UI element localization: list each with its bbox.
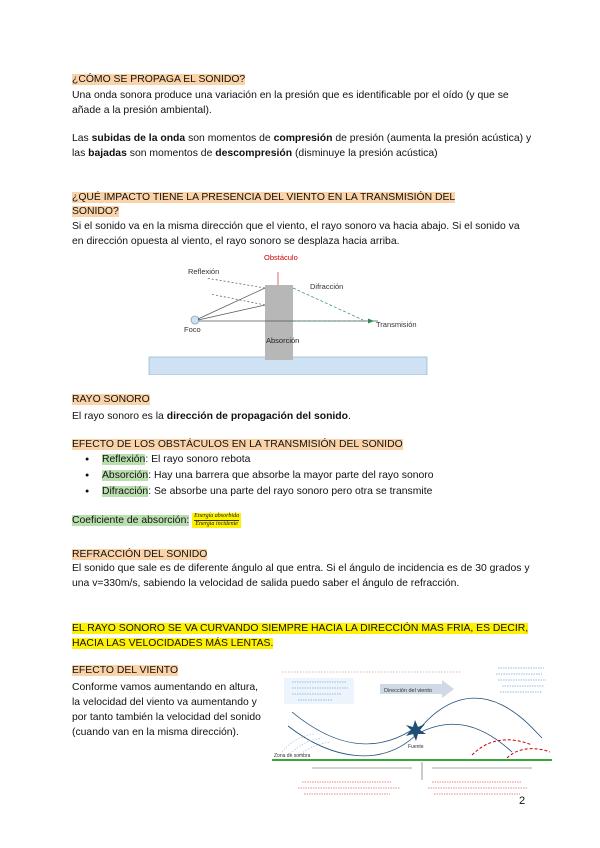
absorption-label: Absorción bbox=[266, 336, 300, 345]
wind-effect-diagram bbox=[272, 660, 552, 805]
list-item-reflection: ● Reflexión: El rayo sonoro rebota bbox=[72, 452, 542, 468]
absorption-fraction: $\frac{\text{Energía absorbida}}{\text{Energía incidente}}$ bbox=[194, 512, 240, 527]
diffraction-label: Difracción bbox=[310, 282, 344, 291]
refraction-paragraph: El sonido que sale es de diferente ángulo al que entra. Si el ángulo de incidencia es de 30 grados y una v=330m/s, sabiendo la velocidad de salida puedo saber el ángulo de refracción. bbox=[72, 563, 530, 589]
section-heading-propagation: ¿CÓMO SE PROPAGA EL SONIDO? bbox=[72, 74, 246, 85]
compression-paragraph: Las subidas de la onda son momentos de compresión de presión (aumenta la presión acústica) y las bajadas son momentos de descompresión (disminuye la presión acústica) bbox=[72, 133, 532, 159]
source-label: Fuente bbox=[408, 744, 424, 750]
focus-label: Foco bbox=[184, 325, 201, 334]
list-item-diffraction: ● Difracción: Se absorbe una parte del rayo sonoro pero otra se transmite bbox=[72, 484, 542, 500]
wind-effect-paragraph: Conforme vamos aumentando en altura, la velocidad del viento va aumentando y por tanto también la velocidad del sonido (cuando van en la misma dirección). bbox=[72, 682, 261, 738]
reflection-label: Reflexión bbox=[188, 267, 220, 276]
section-heading-refraction: REFRACCIÓN DEL SONIDO bbox=[72, 549, 208, 560]
source-burst-icon bbox=[406, 720, 426, 741]
obstacle-label: Obstáculo bbox=[264, 253, 298, 262]
cold-direction-highlight: EL RAYO SONORO SE VA CURVANDO SIEMPRE HACIA LA DIRECCIÓN MAS FRIA, ES DECIR, HACIA LAS VELOCIDADES MÁS LENTAS. bbox=[72, 623, 529, 649]
transmission-label: Transmisión bbox=[376, 320, 417, 329]
sound-ray-paragraph: El rayo sonoro es la dirección de propagación del sonido. bbox=[72, 411, 351, 422]
shadow-zone-label: Zona de sombra bbox=[274, 753, 311, 759]
propagation-paragraph: Una onda sonora produce una variación en la presión que es identificable por el oído (y que se añade a la presión ambiental). bbox=[72, 90, 509, 116]
wind-direction-label: Dirección del viento bbox=[384, 688, 432, 694]
wind-impact-paragraph: Si el sonido va en la misma dirección que el viento, el rayo sonoro va hacia abajo. Si el sonido va en dirección opuesta al viento, el rayo sonoro se desplaza hacia arriba. bbox=[72, 221, 520, 247]
section-heading-obstacles: EFECTO DE LOS OBSTÁCULOS EN LA TRANSMISIÓN DEL SONIDO bbox=[72, 439, 403, 450]
section-heading-sound-ray: RAYO SONORO bbox=[72, 394, 150, 405]
focus-source bbox=[191, 316, 199, 324]
page-number: 2 bbox=[519, 795, 526, 807]
list-item-absorption: ● Absorción: Hay una barrera que absorbe la mayor parte del rayo sonoro bbox=[72, 468, 542, 484]
obstacle-block bbox=[265, 285, 293, 360]
absorption-coefficient: Coeficiente de absorción: $\frac{\text{Energía absorbida}}{\text{Energía incidente}}$ bbox=[72, 512, 240, 527]
section-heading-wind-impact: ¿QUÉ IMPACTO TIENE LA PRESENCIA DEL VIENTO EN LA TRANSMISIÓN DEL SONIDO? bbox=[72, 192, 456, 217]
section-heading-wind-effect: EFECTO DEL VIENTO bbox=[72, 665, 179, 676]
obstacle-effects-list bbox=[72, 452, 542, 500]
obstacle-diagram bbox=[148, 250, 428, 375]
